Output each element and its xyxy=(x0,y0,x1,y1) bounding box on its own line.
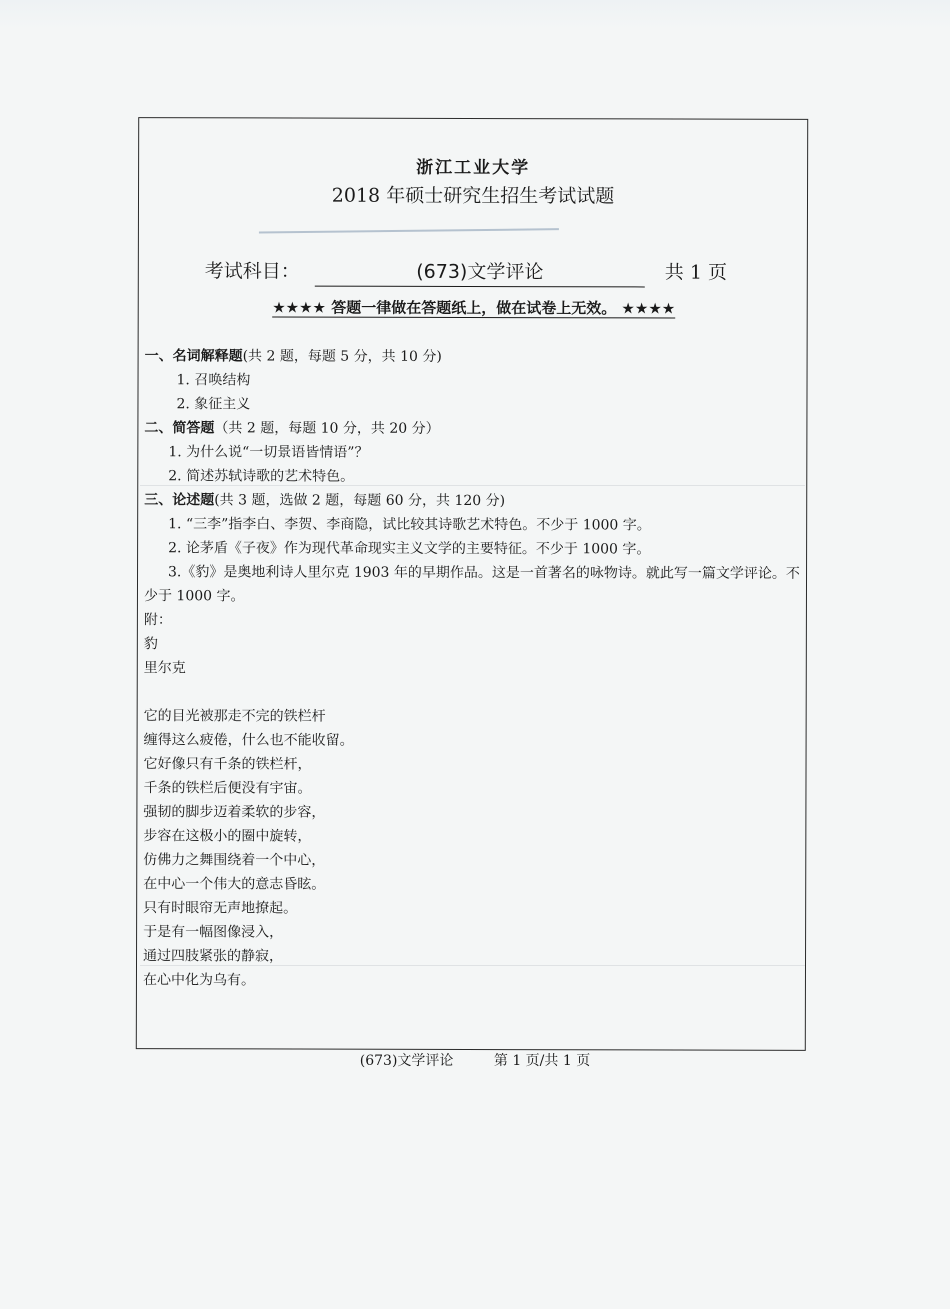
poem-line: 千条的铁栏后便没有宇宙。 xyxy=(143,780,312,797)
pen-stroke xyxy=(259,228,559,233)
page-footer xyxy=(0,1050,950,1070)
section-heading xyxy=(144,488,800,514)
poem-line: 步容在这极小的圈中旋转， xyxy=(143,828,312,845)
question-item: 2. 象征主义 xyxy=(176,396,251,413)
question-item: 1. “三李”指李白、李贺、李商隐，试比较其诗歌艺术特色。不少于 1000 字。 xyxy=(168,516,651,534)
subject-row xyxy=(205,256,745,285)
exam-page-frame xyxy=(136,117,808,1051)
question-item: 2. 简述苏轼诗歌的艺术特色。 xyxy=(168,468,355,485)
section-title: 三、论述题 xyxy=(144,492,215,509)
section-meta: (共 2 题，每题 5 分，共 10 分) xyxy=(242,348,442,365)
poem-line: 通过四肢紧张的静寂， xyxy=(143,948,284,965)
poem-line: 仿佛力之舞围绕着一个中心， xyxy=(143,852,326,869)
poem-line: 只有时眼帘无声地撩起。 xyxy=(143,900,298,917)
poem-line: 它好像只有千条的铁栏杆， xyxy=(143,756,312,773)
footer-subject: (673)文学评论 xyxy=(359,1053,454,1069)
exam-title: 2018 年硕士研究生招生考试试题 xyxy=(331,184,615,208)
poem-line: 强韧的脚步迈着柔软的步容， xyxy=(143,804,326,821)
appendix-label: 附： xyxy=(143,612,172,629)
poem-line: 缠得这么疲倦，什么也不能收留。 xyxy=(143,732,354,749)
answer-notice: ★★★★ 答题一律做在答题纸上，做在试卷上无效。 ★★★★ xyxy=(272,298,676,318)
section-meta: （共 2 题，每题 10 分，共 20 分） xyxy=(214,420,440,437)
section-meta: (共 3 题，选做 2 题，每题 60 分，共 120 分) xyxy=(214,492,506,510)
poem-line: 它的目光被那走不完的铁栏杆 xyxy=(143,708,326,725)
poem-author: 里尔克 xyxy=(143,660,186,677)
question-item: 1. 为什么说“一切景语皆情语”？ xyxy=(168,444,369,461)
section-title: 一、名词解释题 xyxy=(144,348,243,365)
poem-line: 于是有一幅图像浸入， xyxy=(143,924,284,941)
spacer xyxy=(144,680,800,706)
question-item: 1. 召唤结构 xyxy=(176,372,251,389)
poem-line: 在中心一个伟大的意志昏眩。 xyxy=(143,876,326,893)
subject-label: 考试科目： xyxy=(204,260,300,283)
page-count: 共 1 页 xyxy=(664,261,728,284)
section-heading xyxy=(144,416,800,442)
school-name: 浙江工业大学 xyxy=(416,157,531,179)
poem-line: 在心中化为乌有。 xyxy=(142,972,255,989)
scan-edge xyxy=(0,0,950,30)
section-title: 二、简答题 xyxy=(144,420,215,437)
exam-content xyxy=(143,344,801,994)
section-heading xyxy=(145,344,801,370)
subject-value: (673)文学评论 xyxy=(315,257,645,288)
poem-title: 豹 xyxy=(143,636,158,653)
question-item: 3.《豹》是奥地利诗人里尔克 1903 年的早期作品。这是一首著名的咏物诗。就此写一篇文学评论。不少于 1000 字。 xyxy=(143,564,800,605)
footer-page: 第 1 页/共 1 页 xyxy=(493,1053,591,1069)
question-item: 2. 论茅盾《子夜》作为现代革命现实主义文学的主要特征。不少于 1000 字。 xyxy=(168,540,651,558)
